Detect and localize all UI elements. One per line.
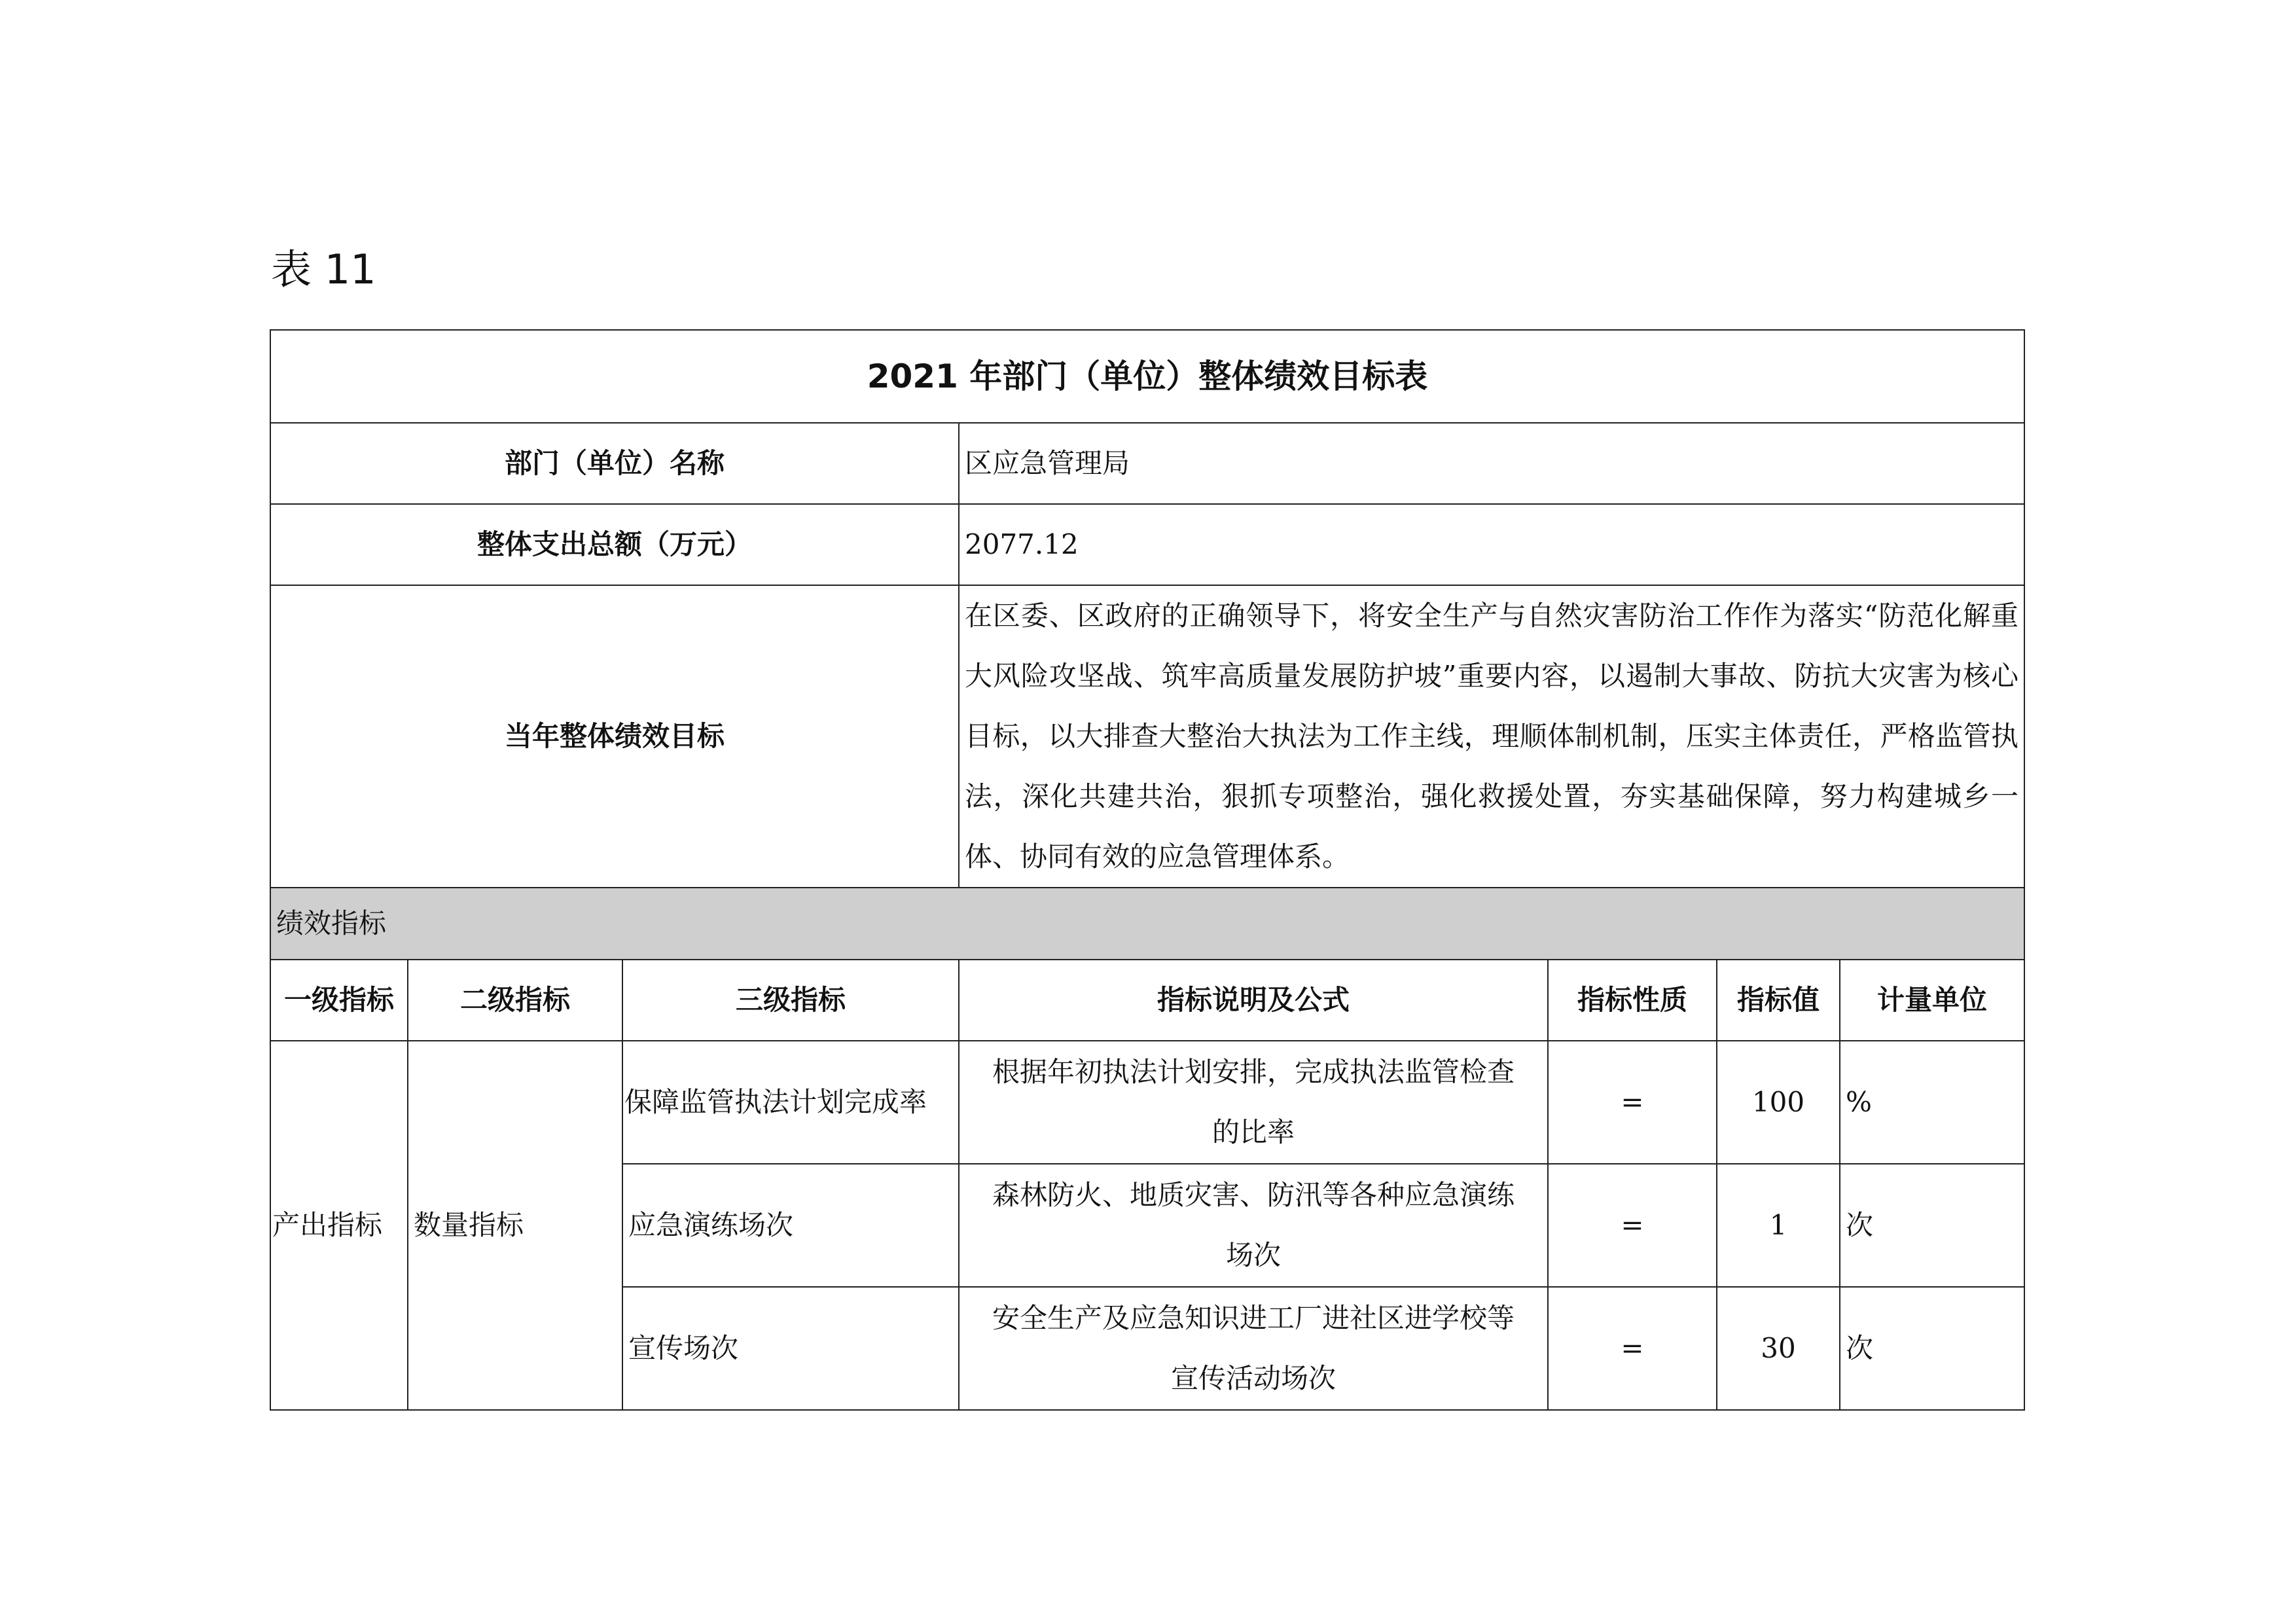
table-row (270, 1041, 2024, 1164)
description-line: 场次 (1225, 1239, 1281, 1271)
level1-cell: 产出指标 (270, 1041, 408, 1410)
description-line: 的比率 (1211, 1116, 1295, 1148)
level3-cell: 应急演练场次 (622, 1164, 959, 1287)
nature-cell: = (1548, 1287, 1717, 1410)
total-expense-row (270, 504, 2024, 585)
header-row (270, 960, 2024, 1041)
description-cell (959, 1041, 1548, 1164)
unit-cell: 次 (1840, 1164, 2024, 1287)
unit-cell: 次 (1840, 1287, 2024, 1410)
annual-goal-label: 当年整体绩效目标 (270, 585, 959, 888)
header-unit: 计量单位 (1840, 960, 2024, 1041)
header-value: 指标值 (1717, 960, 1840, 1041)
dept-name-label: 部门（单位）名称 (270, 423, 959, 504)
title-row (270, 330, 2024, 423)
section-row (270, 888, 2024, 960)
level3-cell: 宣传场次 (622, 1287, 959, 1410)
table-title: 2021 年部门（单位）整体绩效目标表 (270, 330, 2024, 423)
annual-goal-row (270, 585, 2024, 888)
description-line: 宣传活动场次 (1170, 1362, 1336, 1394)
annual-goal-text: 在区委、区政府的正确领导下，将安全生产与自然灾害防治工作作为落实“防范化解重大风险攻坚战、筑牢高质量发展防护坡”重要内容，以遏制大事故、防抗大灾害为核心目标，以大排查大整治大执法为工作主线，理顺体制机制，压实主体责任，严格监管执法，深化共建共治，狠抓专项整治，强化救援处置，夯实基础保障，努力构建城乡一体、协同有效的应急管理体系。 (959, 585, 2024, 888)
document-label: 表 11 (271, 245, 376, 293)
description-line: 安全生产及应急知识进工厂进社区进学校等 (992, 1302, 1515, 1334)
header-level1: 一级指标 (270, 960, 408, 1041)
value-cell: 1 (1717, 1164, 1840, 1287)
description-cell (959, 1164, 1548, 1287)
value-cell: 100 (1717, 1041, 1840, 1164)
value-cell: 30 (1717, 1287, 1840, 1410)
total-expense-label: 整体支出总额（万元） (270, 504, 959, 585)
unit-cell: % (1840, 1041, 2024, 1164)
performance-target-table (270, 329, 2025, 1411)
nature-cell: = (1548, 1041, 1717, 1164)
description-line: 根据年初执法计划安排，完成执法监管检查 (992, 1056, 1515, 1088)
level2-cell: 数量指标 (408, 1041, 622, 1410)
level3-cell: 保障监管执法计划完成率 (622, 1041, 959, 1164)
dept-name-row (270, 423, 2024, 504)
header-description: 指标说明及公式 (959, 960, 1548, 1041)
nature-cell: = (1548, 1164, 1717, 1287)
header-nature: 指标性质 (1548, 960, 1717, 1041)
header-level2: 二级指标 (408, 960, 622, 1041)
description-line: 森林防火、地质灾害、防汛等各种应急演练 (992, 1179, 1515, 1211)
dept-name-value: 区应急管理局 (959, 423, 2024, 504)
section-label: 绩效指标 (270, 888, 2024, 960)
header-level3: 三级指标 (622, 960, 959, 1041)
total-expense-value: 2077.12 (959, 504, 2024, 585)
description-cell (959, 1287, 1548, 1410)
